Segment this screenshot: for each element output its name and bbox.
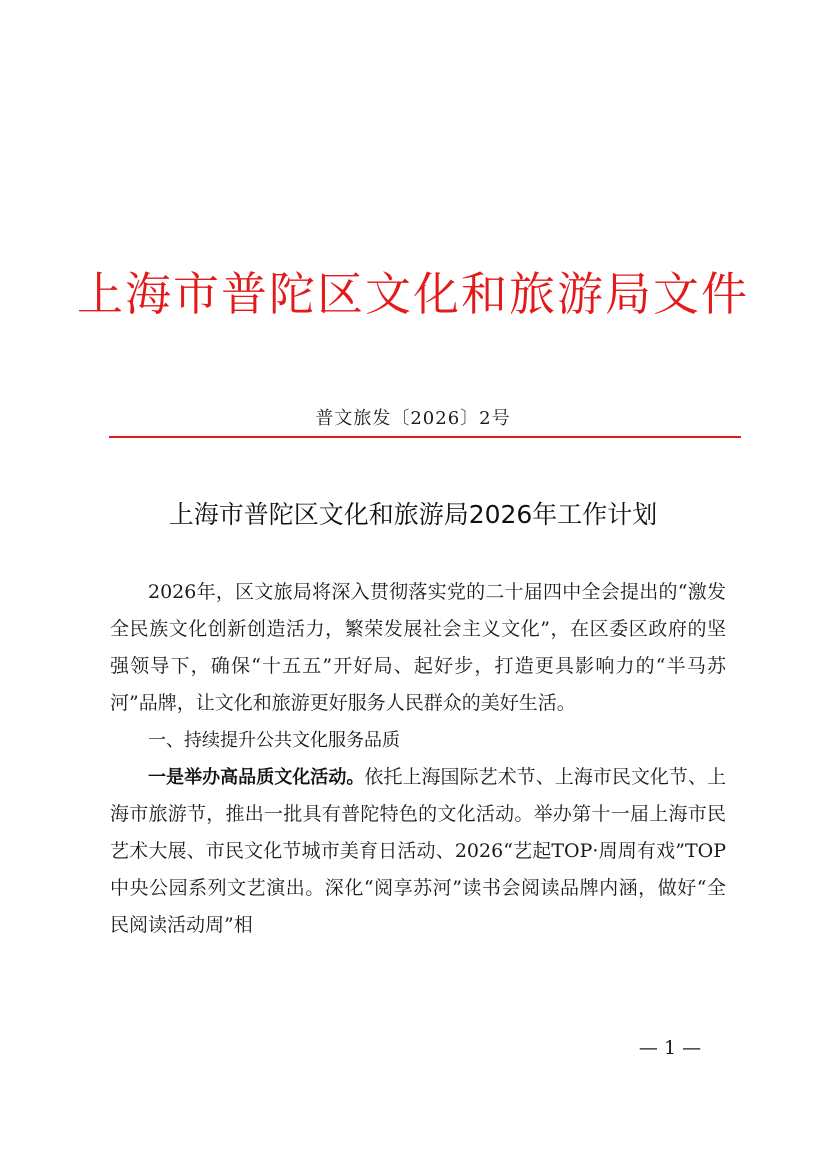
red-divider-line — [109, 436, 741, 438]
document-number: 普文旅发〔2026〕2号 — [315, 408, 511, 429]
document-body — [110, 574, 726, 944]
item-paragraph — [110, 759, 726, 944]
document-title: 上海市普陀区文化和旅游局2026年工作计划 — [168, 500, 658, 529]
item-text: 依托上海国际艺术节、上海市民文化节、上海市旅游节，推出一批具有普陀特色的文化活动。举办第十一届上海市民艺术大展、市民文化节城市美育日活动、2026“艺起TOP·周周有戏”TOP中央公园系列文艺演出。深化“阅享苏河”读书会阅读品牌内涵，做好“全民阅读活动周”相 — [110, 766, 726, 936]
page-number: — 1 — — [638, 1037, 702, 1059]
section-heading: 一、持续提升公共文化服务品质 — [148, 730, 400, 751]
item-lead: 一是举办高品质文化活动。 — [148, 767, 365, 788]
intro-paragraph: 2026年，区文旅局将深入贯彻落实党的二十届四中全会提出的“激发全民族文化创新创造活力，繁荣发展社会主义文化”，在区委区政府的坚强领导下，确保“十五五”开好局、起好步，打造更具影响力的“半马苏河”品牌，让文化和旅游更好服务人民群众的美好生活。 — [110, 581, 726, 714]
issuer-header: 上海市普陀区文化和旅游局文件 — [77, 267, 749, 321]
section-heading-paragraph — [110, 722, 726, 759]
